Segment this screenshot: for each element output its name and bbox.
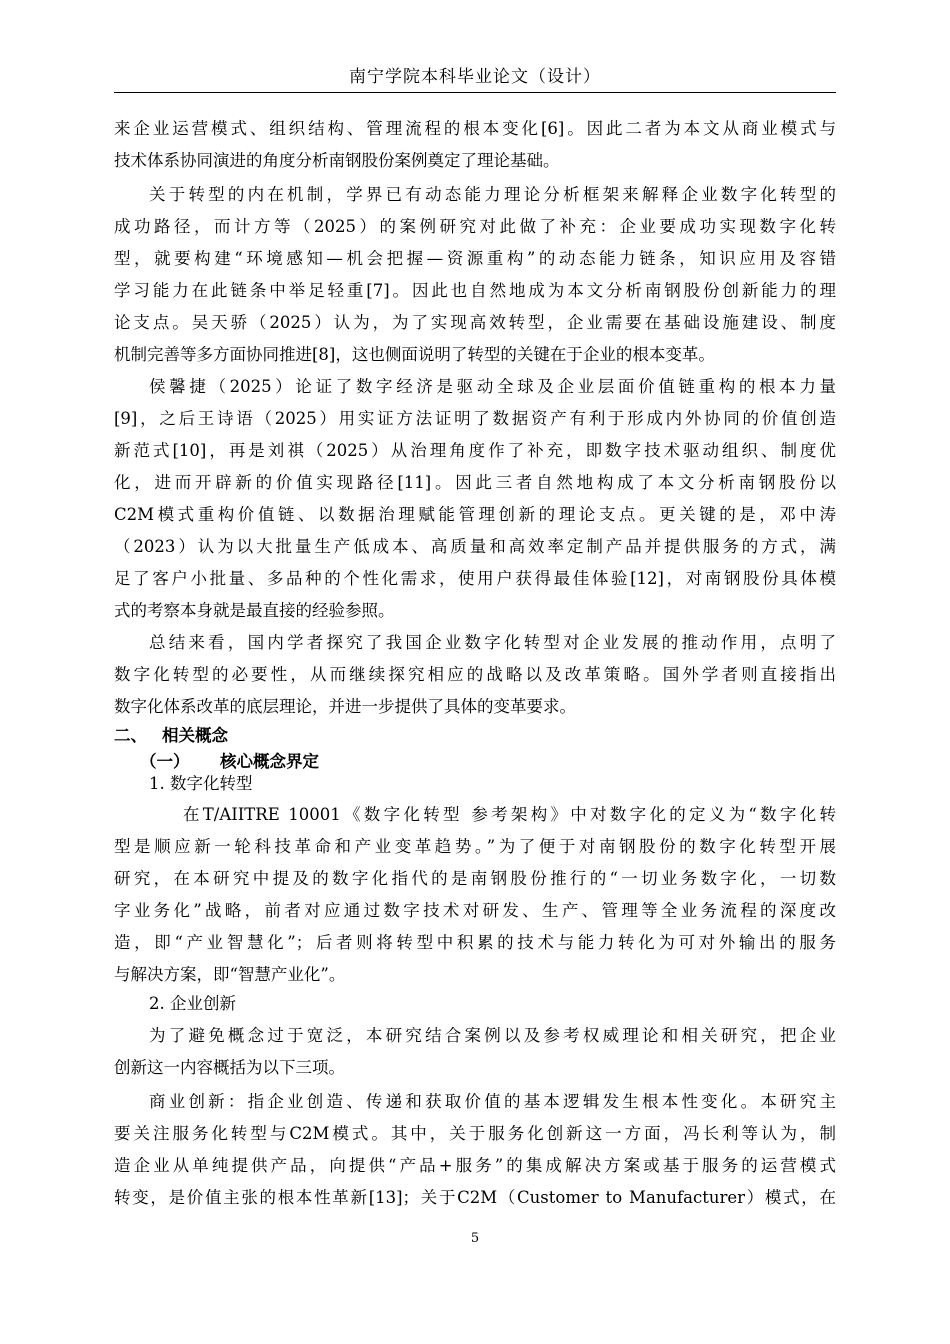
paragraph-line: 来企业运营模式、组织结构、管理流程的根本变化[6]。因此二者为本文从商业模式与 (114, 119, 836, 138)
paragraph-line: 型是顺应新一轮科技革命和产业变革趋势。”为了便于对南钢股份的数字化转型开展 (114, 837, 836, 856)
paragraph-line: 机制完善等多方面协同推进[8]，这也侧面说明了转型的关键在于企业的根本变革。 (114, 345, 715, 364)
subsection-heading: 核心概念界定 (220, 752, 319, 771)
paragraph-line: 字业务化”战略，前者对应通过数字技术对研发、生产、管理等全业务流程的深度改 (114, 901, 836, 920)
page-header: 南宁学院本科毕业论文（设计） (349, 67, 601, 87)
paragraph-line: 研究，在本研究中提及的数字化指代的是南钢股份推行的“一切业务数字化，一切数 (114, 869, 836, 888)
paragraph-line: 论支点。吴天骄（2025）认为，为了实现高效转型，企业需要在基础设施建设、制度 (114, 313, 836, 332)
paragraph-line: 转变，是价值主张的根本性革新[13]；关于C2M（Customer to Manufacturer）模式，在 (114, 1188, 836, 1207)
paragraph-line: C2M模式重构价值链、以数据治理赋能管理创新的理论支点。更关键的是，邓中涛 (114, 505, 836, 524)
section-heading: 相关概念 (162, 726, 228, 745)
paragraph-line: 商业创新：指企业创造、传递和获取价值的基本逻辑发生根本性变化。本研究主 (149, 1092, 836, 1111)
paragraph-line: 为了避免概念过于宽泛，本研究结合案例以及参考权威理论和相关研究，把企业 (149, 1026, 836, 1045)
paragraph-line: 化，进而开辟新的价值实现路径[11]。因此三者自然地构成了本文分析南钢股份以 (114, 473, 836, 492)
paragraph-line: 成功路径，而计方等（2025）的案例研究对此做了补充：企业要成功实现数字化转 (114, 217, 836, 236)
paragraph-line: 数字化体系改革的底层理论，并进一步提供了具体的变革要求。 (114, 697, 576, 716)
paragraph-line: 关于转型的内在机制，学界已有动态能力理论分析框架来解释企业数字化转型的 (149, 185, 836, 204)
paragraph-line: 足了客户小批量、多品种的个性化需求，使用户获得最佳体验[12]，对南钢股份具体模 (114, 569, 836, 588)
paragraph-line: 型，就要构建“环境感知—机会把握—资源重构”的动态能力链条，知识应用及容错 (114, 249, 836, 268)
paragraph-line: 与解决方案，即“智慧产业化”。 (114, 965, 346, 984)
section-number: 二、 (114, 726, 147, 745)
paragraph-line: 总结来看，国内学者探究了我国企业数字化转型对企业发展的推动作用，点明了 (149, 633, 836, 652)
subsection-number: （一） (140, 752, 190, 771)
paragraph-line: 式的考察本身就是最直接的经验参照。 (114, 601, 395, 620)
item-heading: 1. 数字化转型 (149, 774, 253, 793)
paragraph-line: 学习能力在此链条中举足轻重[7]。因此也自然地成为本文分析南钢股份创新能力的理 (114, 281, 836, 300)
item-heading: 2. 企业创新 (149, 994, 236, 1013)
paragraph-line: 技术体系协同演进的角度分析南钢股份案例奠定了理论基础。 (114, 151, 560, 170)
paragraph-line: 在T/AIITRE 10001《数字化转型 参考架构》中对数字化的定义为“数字化转 (183, 805, 836, 824)
paragraph-line: 数字化转型的必要性，从而继续探究相应的战略以及改革策略。国外学者则直接指出 (114, 665, 836, 684)
paragraph-line: （2023）认为以大批量生产低成本、高质量和高效率定制产品并提供服务的方式，满 (114, 537, 836, 556)
paragraph-line: 创新这一内容概括为以下三项。 (114, 1058, 345, 1077)
paragraph-line: [9]，之后王诗语（2025）用实证方法证明了数据资产有利于形成内外协同的价值创造 (114, 409, 836, 428)
paragraph-line: 造企业从单纯提供产品，向提供“产品+服务”的集成解决方案或基于服务的运营模式 (114, 1156, 836, 1175)
paragraph-line: 造，即“产业智慧化”；后者则将转型中积累的技术与能力转化为可对外输出的服务 (114, 933, 836, 952)
page-number: 5 (470, 1231, 480, 1246)
paragraph-line: 侯馨捷（2025）论证了数字经济是驱动全球及企业层面价值链重构的根本力量 (149, 377, 836, 396)
header-rule (114, 92, 836, 93)
paragraph-line: 要关注服务化转型与C2M模式。其中，关于服务化创新这一方面，冯长利等认为，制 (114, 1124, 836, 1143)
paragraph-line: 新范式[10]，再是刘祺（2025）从治理角度作了补充，即数字技术驱动组织、制度优 (114, 441, 836, 460)
